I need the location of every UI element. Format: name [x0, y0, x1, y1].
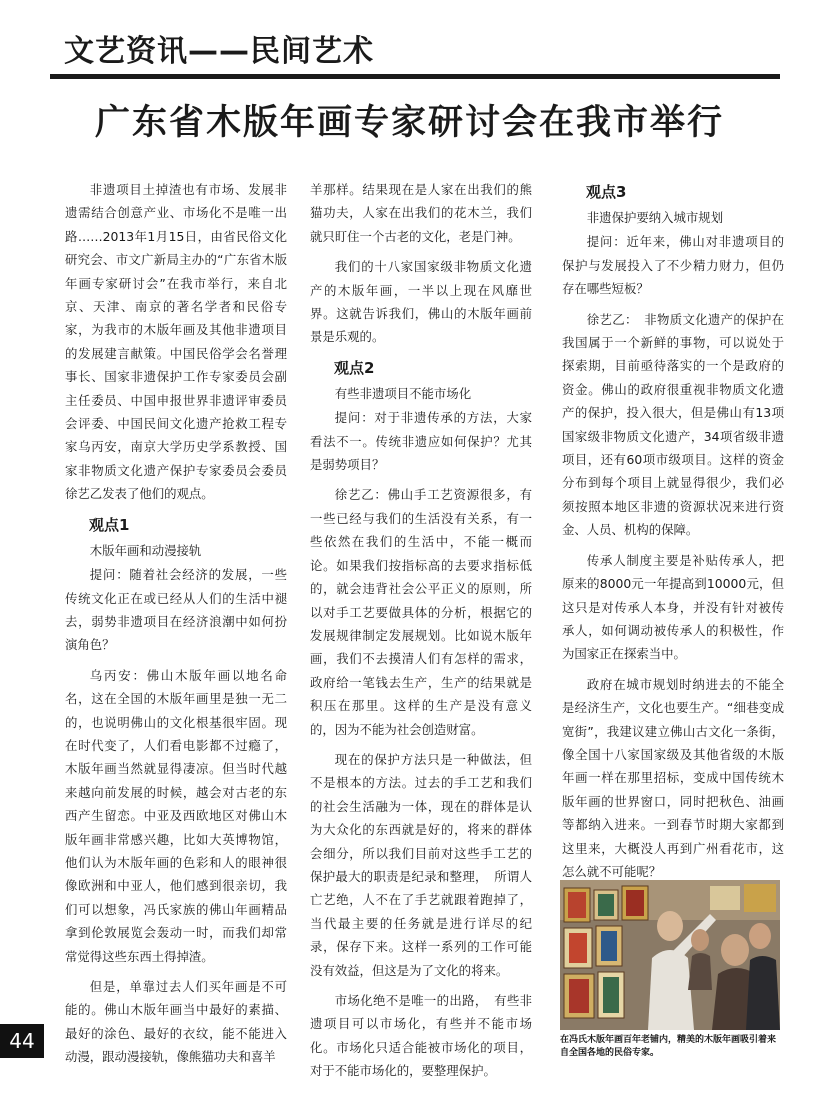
paragraph: 现在的保护方法只是一种做法，但不是根本的方法。过去的手工艺和我们的社会生活融为一体，现在的群体是认为大众化的东西就是好的，将来的群体会细分，所以我们目前对这些手工艺的保护最大的职责是纪录和整理， 所谓人亡艺绝，人不在了手艺就跟着跑掉了，当代最主要的任务就是进行详尽的纪录，保存下来。这样一系列的工作可能没有效益，但这是为了文化的将来。: [310, 751, 532, 978]
paragraph: 传承人制度主要是补贴传承人，把原来的8000元一年提高到10000元，但这只是对传承人本身，并没有针对被传承人，如何调动被传承人的积极性，作为国家正在探索当中。: [562, 552, 784, 662]
paragraph: 徐艺乙： 非物质文化遗产的保护在我国属于一个新鲜的事物，可以说处于探索期，目前亟待落实的一个是政府的资金。佛山的政府很重视非物质文化遗产的保护，投入很大，但是佛山有13项国家级非物质文化遗产，34项省级非遗项目，还有60项市级项目。这样的资金分布到每个项目上就显得很少，我们必须按照本地区非遗的资源状况来进行资金、人员、机构的保障。: [562, 311, 784, 538]
paragraph: 政府在城市规划时纳进去的不能全是经济生产，文化也要生产。“细巷变成宽街”，我建议建立佛山古文化一条街，像全国十八家国家级及其他省级的木版年画一样在那里招标，变成中国传统木版年画的世界窗口，同时把秋色、油画等都纳入进来。一到春节时期大家都到这里来，大概没人再到广州看花市，这怎么就不可能呢？: [562, 676, 784, 879]
paragraph: 提问：随着社会经济的发展，一些传统文化正在或已经从人们的生活中褪去，弱势非遗项目在经济浪潮中如何扮演角色？: [65, 567, 287, 653]
article-column-2: [310, 178, 532, 1090]
photo-illustration: [560, 880, 780, 1030]
viewpoint-heading: 观点1: [89, 515, 130, 534]
viewpoint-subtitle: 有些非遗项目不能市场化: [334, 385, 472, 401]
paragraph: 非遗项目土掉渣也有市场、发展非遗需结合创意产业、市场化不是唯一出路……2013年1月15日，由省民俗文化研究会、市文广新局主办的“广东省木版年画专家研讨会”在我市举行，来自北京、天津、南京的著名学者和民俗专家，为我市的木版年画及其他非遗项目的发展建言献策。中国民俗学会名誉理事长、国家非遗保护工作专家委员会副主任委员、中国申报世界非遗评审委员会评委、中国民间文化遗产抢救工程专家乌丙安，南京大学历史学系教授、国家非物质文化遗产保护专家委员会委员徐艺乙发表了他们的观点。: [65, 182, 287, 502]
article-column-3: [562, 178, 784, 890]
paragraph: 但是，单靠过去人们买年画是不可能的。佛山木版年画当中最好的素描、最好的涂色、最好的衣纹，能不能进入动漫，跟动漫接轨，像熊猫功夫和喜羊: [65, 979, 287, 1065]
page-number: 44: [0, 1024, 44, 1058]
paragraph: 提问：近年来，佛山对非遗项目的保护与发展投入了不少精力财力，但仍存在哪些短板？: [562, 234, 784, 297]
viewpoint-subtitle: 木版年画和动漫接轨: [89, 542, 202, 558]
section-header: [50, 30, 780, 79]
viewpoint-subtitle: 非遗保护要纳入城市规划: [586, 210, 724, 225]
viewpoint-heading: 观点2: [334, 358, 375, 377]
paragraph: 乌丙安：佛山木版年画以地名命名，这在全国的木版年画里是独一无二的，也说明佛山的文化根基很牢固。现在时代变了，人们看电影都不过瘾了，木版年画当然就显得凄凉。但当时代越来越向前发展的时候，越会对古老的东西产生留恋。中亚及西欧地区对佛山木版年画非常感兴趣，比如大英博物馆，他们认为木版年画的色彩和人的眼神很像欧洲和中亚人，他们感到很亲切，我们可以想象，冯氏家族的佛山年画精品拿到伦敦展览会轰动一时，而我们却常常觉得这些东西土得掉渣。: [65, 667, 287, 964]
paragraph: 徐艺乙：佛山手工艺资源很多，有一些已经与我们的生活没有关系，有一些依然在我们的生活中，不能一概而论。如果我们按指标高的去要求指标低的，就会违背社会公平正义的原则，所以对手工艺要做具体的分析，根据它的发展规律制定发展规划。比如说木版年画，我们不去摸清人们有怎样的需求，政府给一笔钱去生产，生产的结果就是积压在那里。这样的生产是没有意义的，因为不能为社会创造财富。: [310, 487, 532, 737]
section-title: 文艺资讯——民间艺术: [64, 34, 374, 69]
paragraph: 我们的十八家国家级非物质文化遗产的木版年画，一半以上现在风靡世界。这就告诉我们，佛山的木版年画前景是乐观的。: [310, 259, 532, 345]
paragraph: 提问：对于非遗传承的方法，大家看法不一。传统非遗应如何保护？尤其是弱势项目？: [310, 410, 532, 473]
article-column-1: [65, 178, 287, 1076]
article-headline: 广东省木版年画专家研讨会在我市举行: [94, 103, 724, 143]
paragraph: 市场化绝不是唯一的出路， 有些非遗项目可以市场化，有些并不能市场化。市场化只适合能被市场化的项目，对于不能市场化的，要整理保护。: [310, 993, 532, 1079]
photo-woodblock-shop: [560, 880, 780, 1030]
viewpoint-heading: 观点3: [586, 183, 627, 201]
paragraph: 羊那样。结果现在是人家在出我们的熊猫功夫，人家在出我们的花木兰，我们就只盯住一个古老的文化，老是门神。: [310, 182, 532, 244]
photo-caption: 在冯氏木版年画百年老铺内，精美的木版年画吸引着来自全国各地的民俗专家。: [560, 1035, 777, 1058]
